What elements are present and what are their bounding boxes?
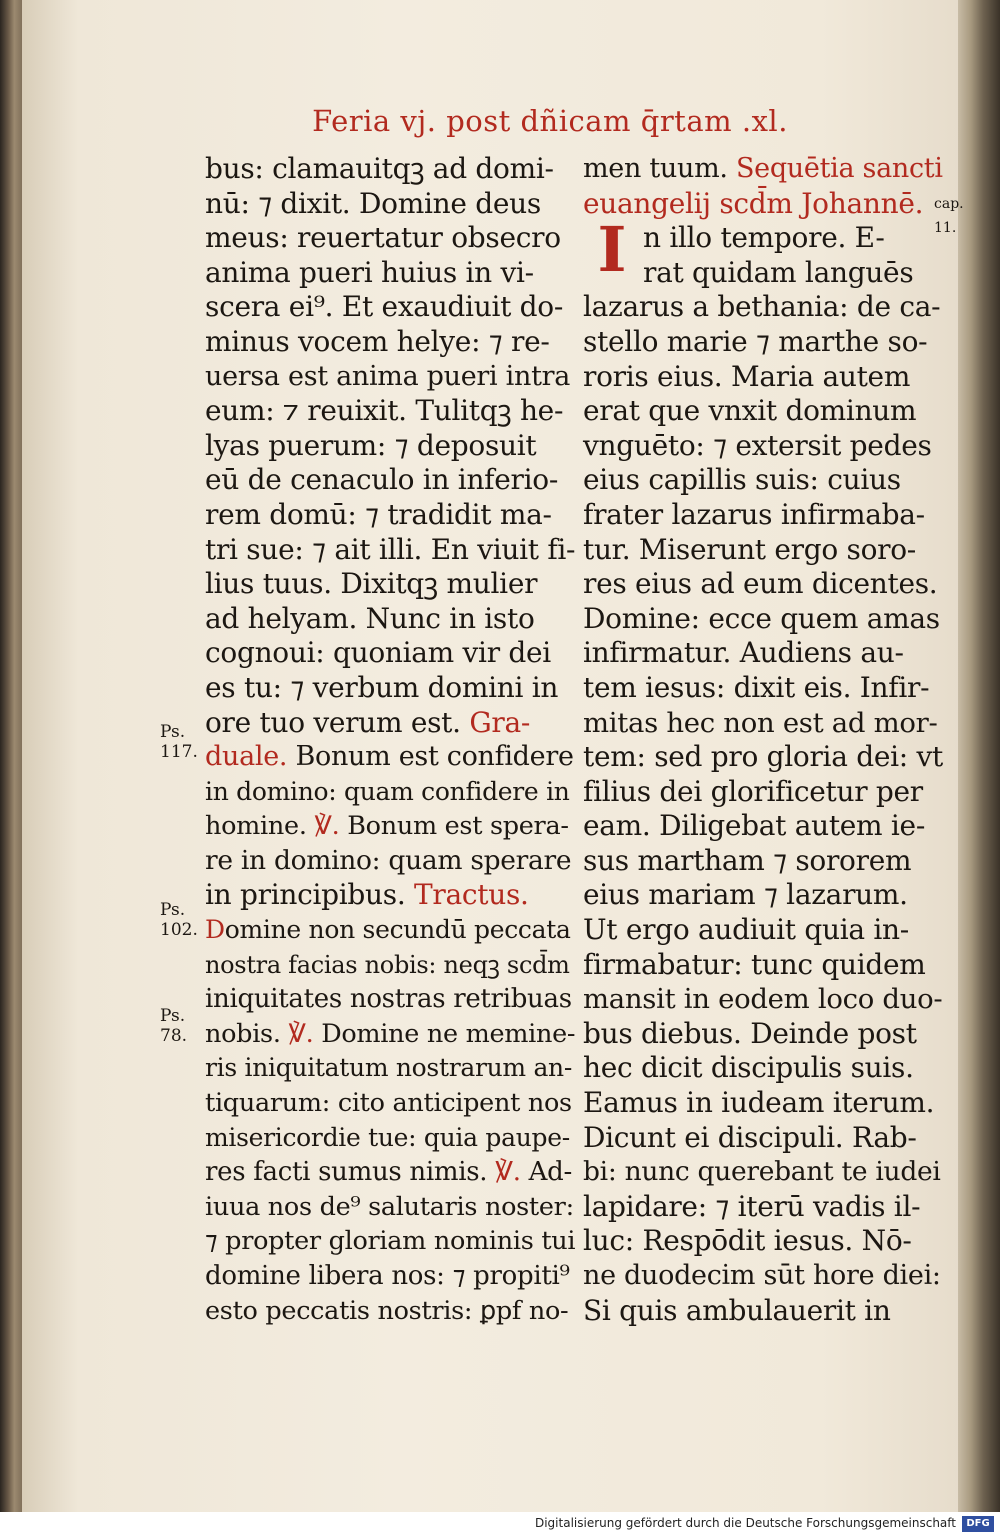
text-line [205, 775, 575, 810]
body-text: Ut ergo audiuit quia in- [583, 913, 909, 947]
margin-note-number: 11. [934, 220, 957, 236]
margin-note-number: 117. [160, 742, 198, 762]
body-text: ris iniquitatum nostrarum an- [205, 1053, 573, 1083]
text-line [583, 221, 943, 256]
text-line [583, 152, 943, 187]
body-text: lyas puerum: ⁊ deposuit [205, 428, 537, 462]
rubric-text: duale. [205, 741, 296, 773]
body-text: bi: nunc querebant te iudei [583, 1156, 941, 1188]
text-line [205, 948, 575, 983]
text-line [583, 844, 943, 879]
body-text: res eius ad eum dicentes. [583, 567, 938, 601]
text-line [205, 360, 575, 395]
body-text: tem: sed pro gloria dei: vt [583, 740, 943, 774]
rubric-text: Tractus. [414, 878, 529, 912]
text-line [583, 982, 943, 1017]
body-text: eum: ⁊ reuixit. Tulitqꝫ he- [205, 394, 564, 428]
text-line [583, 394, 943, 429]
text-line [205, 394, 575, 429]
body-text: eius capillis suis: cuius [583, 463, 901, 497]
margin-note-label: Ps. [160, 722, 186, 742]
margin-note-psalm-117 [160, 722, 198, 762]
text-line [205, 636, 575, 671]
text-line [205, 1086, 575, 1121]
text-line [205, 221, 575, 256]
text-line [583, 1086, 943, 1121]
body-text: ad helyam. Nunc in isto [205, 601, 535, 635]
margin-note-label: cap. [934, 196, 964, 212]
text-line [583, 671, 943, 706]
text-line [205, 463, 575, 498]
margin-note-chapter [934, 192, 964, 240]
decorated-initial: I [597, 213, 627, 286]
text-line [205, 740, 575, 775]
body-text: eius mariam ⁊ lazarum. [583, 878, 908, 912]
body-text: Si quis ambulauerit in [583, 1293, 891, 1327]
text-line [583, 878, 943, 913]
body-text: firmabatur: tunc quidem [583, 947, 926, 981]
body-text: re in domino: quam sperare [205, 844, 572, 876]
text-line [205, 1121, 575, 1156]
text-line [583, 740, 943, 775]
body-text: nobis. [205, 1018, 289, 1049]
body-text: iniquitates nostras retribuas [205, 984, 572, 1015]
body-text: in principibus. [205, 878, 415, 912]
footer-credit: Digitalisierung gefördert durch die Deutsche Forschungsgemeinschaft [534, 1516, 956, 1530]
text-line [583, 498, 943, 533]
book-spine-edge [0, 0, 24, 1512]
body-text: bus: clamauitqꝫ ad domi- [205, 152, 554, 185]
body-text: meus: reuertatur obsecro [205, 221, 561, 255]
body-text: Eamus in iudeam iterum. [583, 1086, 935, 1120]
body-text: mansit in eodem loco duo- [583, 983, 943, 1016]
margin-note-number: 78. [160, 1026, 188, 1046]
text-line [205, 809, 575, 844]
text-line [583, 809, 943, 844]
body-text: men tuum. [583, 153, 736, 184]
text-line [205, 1224, 575, 1259]
text-line [205, 671, 575, 706]
margin-note-psalm-102 [160, 900, 198, 940]
body-text: tur. Miserunt ergo soro- [583, 532, 916, 566]
text-line [205, 187, 575, 222]
dfg-logo-icon: DFG [962, 1516, 994, 1532]
text-line [583, 602, 943, 637]
text-line [205, 878, 575, 913]
text-line [583, 429, 943, 464]
text-line [205, 1259, 575, 1294]
right-text-column [583, 152, 943, 1328]
rubric-text: D [205, 915, 225, 945]
left-text-column [205, 152, 575, 1328]
body-text: nū: ⁊ dixit. Domine deus [205, 186, 541, 220]
text-line [583, 775, 943, 810]
rubric-text: ℣. [495, 1157, 529, 1188]
body-text: res facti sumus nimis. [205, 1157, 496, 1188]
rubric-text: ℣. [288, 1018, 322, 1049]
body-text: luc: Respōdit iesus. Nō- [583, 1224, 912, 1258]
text-line [205, 602, 575, 637]
text-line [583, 360, 943, 395]
text-line [583, 533, 943, 568]
margin-note-label: Ps. [160, 1006, 186, 1026]
text-line [205, 1051, 575, 1086]
text-line [583, 636, 943, 671]
text-line [583, 325, 943, 360]
body-text: frater lazarus infirmaba- [583, 497, 925, 531]
body-text: in domino: quam confidere in [205, 776, 570, 806]
page-right-edge [958, 0, 1000, 1512]
body-text: scera ei⁹. Et exaudiuit do- [205, 290, 563, 324]
text-line [583, 1155, 943, 1190]
body-text: Bonum est confidere [295, 741, 574, 773]
rubric-text: Sequētia sancti [735, 153, 943, 184]
text-line [205, 290, 575, 325]
text-line [583, 1224, 943, 1259]
margin-note-psalm-78 [160, 1006, 187, 1046]
text-line [583, 290, 943, 325]
body-text: ⁊ propter gloriam nominis tui [205, 1226, 576, 1257]
body-text: misericordie tue: quia paupe- [205, 1122, 570, 1152]
text-line [583, 256, 943, 291]
text-line [205, 498, 575, 533]
text-line [583, 1121, 943, 1156]
text-line [205, 844, 575, 879]
running-header: Feria vj. post dñicam q̄rtam .xl. [312, 104, 788, 138]
body-text: tri sue: ⁊ ait illi. En viuit fi- [205, 532, 576, 566]
text-line [205, 913, 575, 948]
text-line [583, 567, 943, 602]
body-text: rem domū: ⁊ tradidit ma- [205, 497, 552, 531]
body-text: domine libera nos: ⁊ propiti⁹ [205, 1261, 570, 1291]
text-line [205, 706, 575, 741]
text-line [583, 1051, 943, 1086]
text-line [583, 1259, 943, 1294]
body-text: tem iesus: dixit eis. Infir- [583, 670, 930, 704]
body-text: uersa est anima pueri intra [205, 360, 571, 392]
body-text: hec dicit discipulis suis. [583, 1051, 914, 1085]
text-line [583, 706, 943, 741]
text-line [583, 187, 943, 222]
body-text: filius dei glorificetur per [583, 774, 923, 808]
body-text: Domine: ecce quem amas [583, 601, 940, 635]
body-text: Bonum est spera- [347, 811, 569, 842]
body-text: infirmatur. Audiens au- [583, 636, 904, 670]
body-text: Domine ne memine- [321, 1018, 576, 1049]
body-text: lapidare: ⁊ iterū vadis il- [583, 1189, 921, 1223]
digitization-footer [0, 1512, 1000, 1537]
margin-note-label: Ps. [160, 900, 186, 920]
body-text: Ad- [528, 1157, 572, 1188]
body-text: bus diebus. Deinde post [583, 1016, 917, 1050]
text-line [205, 1017, 575, 1052]
text-line [583, 463, 943, 498]
body-text: stello marie ⁊ marthe so- [583, 324, 928, 358]
body-text: minus vocem helye: ⁊ re- [205, 324, 550, 358]
body-text: iuua nos de⁹ salutaris noster: [205, 1191, 574, 1222]
body-text: lius tuus. Dixitqꝫ mulier [205, 567, 538, 601]
body-text: rat quidam languēs [643, 255, 914, 289]
text-line [205, 533, 575, 568]
text-line [205, 1294, 575, 1329]
body-text: omine non secundū peccata [224, 915, 571, 945]
text-line [583, 1017, 943, 1052]
body-text: tiquarum: cito anticipent nos [205, 1088, 572, 1119]
margin-note-number: 102. [160, 920, 198, 940]
body-text: sus martham ⁊ sororem [583, 843, 912, 877]
body-text: eam. Diligebat autem ie- [583, 809, 925, 843]
text-line [205, 429, 575, 464]
body-text: cognoui: quoniam vir dei [205, 636, 551, 670]
body-text: esto peccatis nostris: ꝑpf no- [205, 1295, 569, 1326]
text-line [205, 152, 575, 187]
text-line [583, 913, 943, 948]
text-line [205, 325, 575, 360]
text-line [205, 1155, 575, 1190]
text-line [583, 1190, 943, 1225]
body-text: anima pueri huius in vi- [205, 255, 534, 289]
body-text: ore tuo verum est. [205, 705, 470, 739]
body-text: lazarus a bethania: de ca- [583, 290, 941, 324]
text-line [583, 948, 943, 983]
body-text: erat que vnxit dominum [583, 394, 917, 428]
body-text: roris eius. Maria autem [583, 359, 911, 393]
body-text: es tu: ⁊ verbum domini in [205, 670, 559, 704]
body-text: n illo tempore. E- [643, 221, 885, 255]
body-text: Dicunt ei discipuli. Rab- [583, 1120, 917, 1154]
body-text: eū de cenaculo in inferio- [205, 463, 558, 497]
body-text: ne duodecim sūt hore diei: [583, 1260, 941, 1291]
rubric-text: Gra- [469, 705, 531, 739]
body-text: mitas hec non est ad mor- [583, 706, 938, 739]
text-line [205, 256, 575, 291]
body-text: nostra facias nobis: neqꝫ scd̄m [205, 950, 570, 979]
text-line [205, 567, 575, 602]
body-text: homine. [205, 811, 315, 842]
body-text: vnguēto: ⁊ extersit pedes [583, 428, 932, 462]
rubric-text: ℣. [314, 811, 348, 842]
rubric-text: euangelij scd̄m Johannē. [583, 186, 924, 220]
text-line [583, 1294, 943, 1329]
text-line [205, 1190, 575, 1225]
text-line [205, 982, 575, 1017]
